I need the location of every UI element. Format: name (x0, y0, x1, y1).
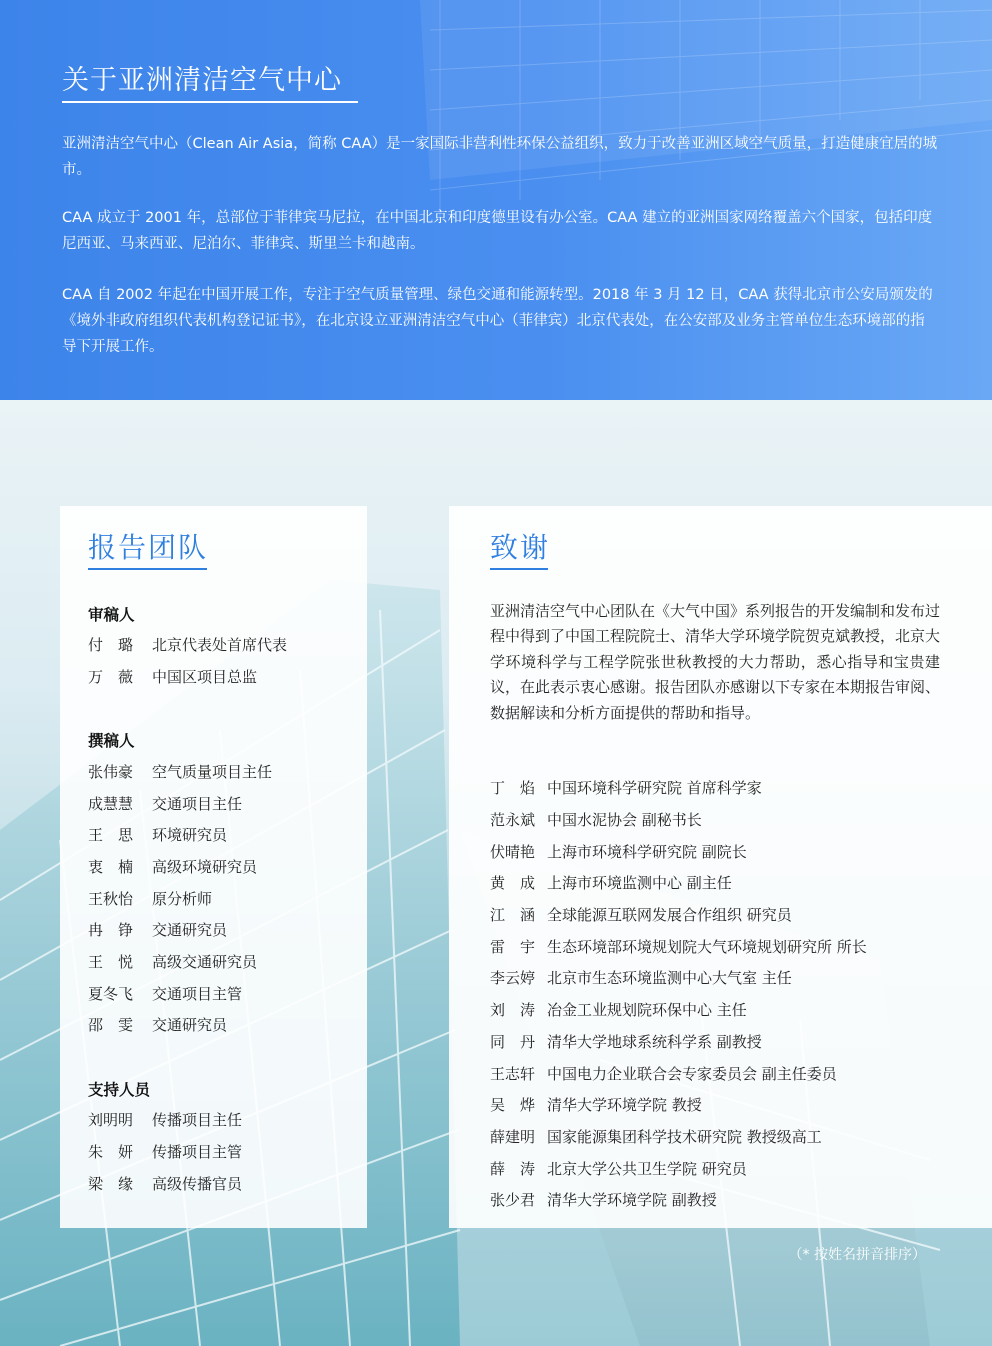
expert-name: 伏晴艳 (490, 843, 536, 861)
about-section (0, 0, 992, 400)
member-name: 成慧慧 (88, 795, 134, 813)
acknowledgements-title-underline (490, 568, 548, 570)
member-role: 原分析师 (152, 890, 213, 908)
member-name: 王 思 (88, 826, 134, 844)
group-title-support: 支持人员 (88, 1081, 151, 1099)
team-member-row (88, 1173, 242, 1194)
member-role: 传播项目主任 (152, 1111, 243, 1129)
expert-row (490, 999, 747, 1020)
expert-name: 同 丹 (490, 1033, 536, 1051)
expert-affiliation: 国家能源集团科学技术研究院 教授级高工 (547, 1128, 822, 1146)
member-role: 交通项目主管 (152, 985, 243, 1003)
member-name: 衷 楠 (88, 858, 134, 876)
expert-affiliation: 上海市环境科学研究院 副院长 (547, 843, 747, 861)
member-role: 中国区项目总监 (152, 668, 258, 686)
member-name: 万 薇 (88, 668, 134, 686)
member-name: 朱 妍 (88, 1143, 134, 1161)
expert-affiliation: 清华大学环境学院 副教授 (547, 1191, 717, 1209)
member-name: 刘明明 (88, 1111, 134, 1129)
expert-row (490, 809, 702, 830)
acknowledgements-card (449, 506, 992, 1228)
group-title-writers: 撰稿人 (88, 732, 135, 750)
acknowledgements-paragraph: 亚洲清洁空气中心团队在《大气中国》系列报告的开发编制和发布过程中得到了中国工程院院士、清华大学环境学院贺克斌教授，北京大学环境科学与工程学院张世秋教授的大力帮助，悉心指导和宝贵建议，在此表示衷心感谢。报告团队亦感谢以下专家在本期报告审阅、数据解读和分析方面提供的帮助和指导。 (490, 602, 941, 722)
expert-affiliation: 清华大学地球系统科学系 副教授 (547, 1033, 762, 1051)
expert-row (490, 841, 747, 862)
member-name: 邵 雯 (88, 1016, 134, 1034)
expert-affiliation: 全球能源互联网发展合作组织 研究员 (547, 906, 792, 924)
expert-affiliation: 冶金工业规划院环保中心 主任 (547, 1001, 747, 1019)
report-team-card (60, 506, 367, 1228)
expert-affiliation: 上海市环境监测中心 副主任 (547, 874, 732, 892)
expert-affiliation: 清华大学环境学院 教授 (547, 1096, 702, 1114)
member-role: 北京代表处首席代表 (152, 636, 288, 654)
member-role: 交通研究员 (152, 921, 228, 939)
about-paragraph: 亚洲清洁空气中心（Clean Air Asia，简称 CAA）是一家国际非营利性环保公益组织，致力于改善亚洲区域空气质量，打造健康宜居的城市。 (62, 136, 938, 178)
expert-name: 吴 烨 (490, 1096, 536, 1114)
expert-affiliation: 北京市生态环境监测中心大气室 主任 (547, 969, 792, 987)
member-name: 张伟豪 (88, 763, 134, 781)
team-member-row (88, 761, 272, 782)
expert-name: 雷 宇 (490, 938, 536, 956)
expert-row (490, 967, 792, 988)
member-role: 高级传播官员 (152, 1175, 243, 1193)
team-member-row (88, 634, 287, 655)
member-name: 夏冬飞 (88, 985, 134, 1003)
expert-affiliation: 生态环境部环境规划院大气环境规划研究所 所长 (547, 938, 867, 956)
acknowledgements-title: 致谢 (490, 531, 551, 564)
expert-name: 李云婷 (490, 969, 536, 987)
team-member-row (88, 919, 227, 940)
group-title-reviewers: 审稿人 (88, 606, 135, 624)
expert-affiliation: 中国环境科学研究院 首席科学家 (547, 779, 762, 797)
expert-name: 丁 焰 (490, 779, 536, 797)
expert-name: 薛 涛 (490, 1160, 536, 1178)
about-paragraph: CAA 成立于 2001 年，总部位于菲律宾马尼拉，在中国北京和印度德里设有办公室。CAA 建立的亚洲国家网络覆盖六个国家，包括印度尼西亚、马来西亚、尼泊尔、菲律宾、斯里兰卡和越南。 (62, 210, 933, 252)
member-role: 环境研究员 (152, 826, 228, 844)
team-member-row (88, 666, 257, 687)
expert-name: 刘 涛 (490, 1001, 536, 1019)
about-title-underline (62, 101, 358, 103)
expert-name: 黄 成 (490, 874, 536, 892)
member-name: 梁 缘 (88, 1175, 134, 1193)
expert-name: 江 涵 (490, 906, 536, 924)
member-role: 传播项目主管 (152, 1143, 243, 1161)
expert-row (490, 936, 867, 957)
expert-affiliation: 中国水泥协会 副秘书长 (547, 811, 702, 829)
member-name: 王秋怡 (88, 890, 134, 908)
about-title: 关于亚洲清洁空气中心 (62, 65, 342, 96)
member-role: 空气质量项目主任 (152, 763, 273, 781)
expert-name: 薛建明 (490, 1128, 536, 1146)
team-member-row (88, 856, 257, 877)
report-team-title-underline (88, 568, 207, 570)
team-member-row (88, 1109, 242, 1130)
member-name: 王 悦 (88, 953, 134, 971)
member-role: 交通研究员 (152, 1016, 228, 1034)
report-team-title: 报告团队 (88, 531, 209, 564)
team-member-row (88, 1141, 242, 1162)
expert-name: 王志轩 (490, 1065, 536, 1083)
expert-row (490, 1158, 747, 1179)
team-member-row (88, 793, 242, 814)
expert-row (490, 1189, 717, 1210)
member-name: 冉 铮 (88, 921, 134, 939)
team-member-row (88, 1014, 227, 1035)
member-role: 交通项目主任 (152, 795, 243, 813)
expert-row (490, 777, 762, 798)
team-member-row (88, 983, 242, 1004)
expert-row (490, 904, 792, 925)
expert-affiliation: 北京大学公共卫生学院 研究员 (547, 1160, 747, 1178)
team-member-row (88, 824, 227, 845)
expert-name: 张少君 (490, 1191, 536, 1209)
expert-row (490, 1063, 837, 1084)
expert-row (490, 1094, 702, 1115)
team-member-row (88, 951, 257, 972)
team-member-row (88, 888, 212, 909)
expert-name: 范永斌 (490, 811, 536, 829)
member-role: 高级交通研究员 (152, 953, 258, 971)
expert-row (490, 872, 732, 893)
expert-row (490, 1126, 822, 1147)
member-role: 高级环境研究员 (152, 858, 258, 876)
expert-row (490, 1031, 762, 1052)
expert-affiliation: 中国电力企业联合会专家委员会 副主任委员 (547, 1065, 837, 1083)
about-paragraph: CAA 自 2002 年起在中国开展工作，专注于空气质量管理、绿色交通和能源转型。2018 年 3 月 12 日，CAA 获得北京市公安局颁发的《境外非政府组织代表机构登记证书》，在北京设立亚洲清洁空气中心（菲律宾）北京代表处，在公安部及业务主管单位生态环境部的指导下开展工作。 (62, 287, 933, 355)
member-name: 付 璐 (88, 636, 134, 654)
sorting-footnote: （* 按姓名拼音排序） (788, 1247, 926, 1263)
